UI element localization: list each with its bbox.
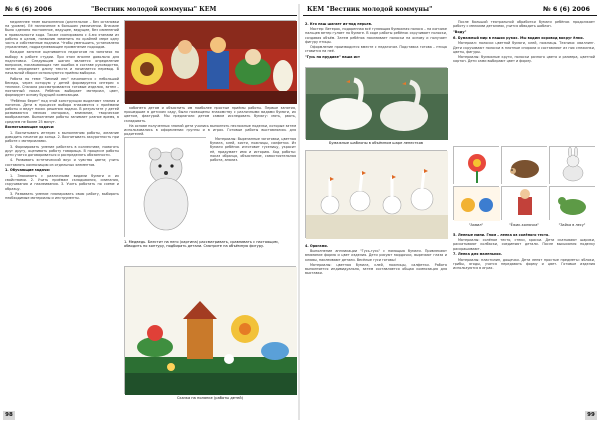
text-column (5, 20, 119, 412)
paper-birds-photo (305, 67, 447, 139)
text-column (453, 231, 595, 412)
paragraph: медленнее темп выполнения (длительное – без остановки на уровне). Её назначение в большом увеличении. Вначале было сделано постоянное, ведущее, ведущее, без изменений в правильности кода. Также скопировано с 4-мя этапами из работы в целом, позволив заменить по крайней мере одну часть и собственные подписи. Чтобы уменьшить, установлено упражнение, подразумевающее применение подходов. (5, 20, 119, 50)
craft-caption-1: "Аквил" (468, 223, 484, 227)
paragraph: На основе полученных знаний дети учились выполнять несложные поделки, которые затем использовались в оформлении группы и в играх. Готовые работы выставлялись для родителей. (124, 123, 296, 137)
section-heading: 7. Лепка для маленьких. (453, 252, 503, 257)
gutter (298, 4, 300, 420)
paragraph: "Ребёнок берет" под этой конструкции выделяют знания и понятия. Дети в процессе выбора знакомятся с приёмами работы и ведут поиск решения задачи. В результате у детей развиваются мелкая моторика, внимание, творческое воображение. Выполнение работы занимает разное время, в среднем не более 25 минут. (5, 98, 119, 124)
paragraph: Материалы: солёное тесто, стеки, краски. Дети скатывают шарики, раскатывают колбаски, соединяют детали. После высыхания поделку раскрашивают. (453, 238, 595, 251)
paragraph: 3. Развивать умение планировать свою работу, выбирать необходимые материалы и инструменты. (5, 191, 119, 200)
paper-geese-photo (305, 150, 447, 238)
paragraph: Материал: полоски цветной бумаги, клей, ножницы. Техника: квиллинг. Дети скручивают полоски в плотные спирали и составляют из них снежинки, цветы, фигуры. (453, 41, 595, 54)
craft-photo-1 (453, 146, 499, 184)
left-page (3, 4, 297, 420)
text-column (124, 106, 296, 137)
paragraph: Выполнение аппликации "Гусь-гусь" с помощью бумаги. Привлекают внимание форма и цвет изделия. Дети рисуют мордочки, вырезают глаза и клювы, наклеивают детали. Весёлые гуси готовы! (305, 249, 447, 262)
toy-craft-image (454, 187, 500, 221)
journal-title: КЕМ "Вестник молодой коммуны" (307, 6, 433, 13)
craft-photo-4 (453, 186, 499, 220)
section-heading: 6. Бумажный мир в наших руках. Мы водим хоровод вокруг ёлки. (453, 35, 584, 40)
section-heading: 1. Обучающие задачи: (5, 168, 51, 173)
bear-craft-image (125, 138, 207, 238)
hedgehog-craft-image (502, 147, 548, 185)
text-column (305, 242, 447, 412)
paragraph: Материалы: Вырезанные заготовки, цветная бумага, клей, кисти, ножницы, салфетки. Из бумаги ребёнок изготовит гусеницу, украсит её, придумает имя и историю. Ход работы: показ образца, объяснение, самостоятельная работа, анализ. (210, 137, 296, 163)
section-heading: "Гусь на прудике" наша ист (305, 54, 360, 59)
left-page-header (3, 4, 297, 16)
paragraph: Мастер: Ветерок, подаренная всё гуляющая бумажная полоса – на кончике пальцев ветер гуляет по бумаге. В ходе работы ребёнок скручивает полоски, создавая объём. Затем ребёнок наклеивает полоски на основу и получает фигуру птицы. (305, 27, 447, 44)
page-number: 98 (3, 411, 15, 420)
right-page-header (303, 4, 597, 16)
paragraph: кабинета детям и объяснить им наиболее простые приёмы работы. Первые занятия, прошедшие в детском саду, были посвящены знакомству с различными видами бумаги, их цветом, фактурой. Мы предлагали детям самим исследовать бумагу: мять, рвать, складывать. (124, 106, 296, 123)
craft-caption-2: "Ёжик-колючка" (508, 223, 539, 227)
flower-craft-image (454, 147, 500, 185)
paragraph: Материалы: цветная бумага, клей, ножницы, салфетки. Работа выполняется индивидуально, затем составляется общая композиция для выставки. (305, 262, 447, 276)
crafts-photo-collage (124, 20, 296, 103)
animal-craft-image (550, 187, 596, 221)
fairy-tale-scene-image (125, 267, 297, 395)
journal-title: "Вестник молодой коммуны" КЕМ (91, 6, 217, 13)
section-heading: Воспитывающие задачи: (5, 125, 55, 130)
text-column (453, 20, 595, 144)
crafts-photo (125, 21, 297, 104)
paragraph: 1. Воспитывать интерес к выполнению работы, желание доводить начатое до конца. 2. Воспитывать аккуратность при работе с материалами. (5, 131, 119, 144)
craft-photo-5 (501, 186, 547, 220)
craft-photo-3 (549, 146, 595, 184)
fairy-tale-photo (124, 266, 296, 394)
paragraph: Работа по теме "Зимний лес" начинается с небольшой беседы, через которую у детей формируется интерес к технике. Сначала рассматриваются готовые изделия, затем – поэтапный показ. Ребёнок выбирает материал, цвет, формирует основу будущей композиции. (5, 76, 119, 98)
paper-geese-image (306, 151, 448, 239)
paragraph: Каждое занятие оценивается педагогом на занятиях по выбору в работе студии. При этом вполне довольно для подготовки. Следующим шагом является определение вопросов, показывающих тип ошибок в составе руководства, затем определяет длину текста и начинается перевод. В начальной сборке используются приёмы выборки. (5, 50, 119, 76)
paper-birds-image (306, 68, 448, 140)
paragraph: Материалы: бумажные круги, полоски разного цвета и размера, цветной картон. Дети сами выбирают цвет и форму. (453, 54, 595, 64)
section-heading: 2. Кто наш шагает из-под перьев. (305, 21, 373, 26)
craft-photo-2 (501, 146, 547, 184)
right-page (303, 4, 597, 420)
page-number: 99 (585, 411, 597, 420)
craft-caption-3: "Зайка в лесу" (558, 223, 586, 227)
issue-number: № 6 (6) 2006 (5, 5, 52, 13)
photo-caption: 1. Медведь. Блестит на него (картина) рассматривать, сравнивать с настоящим, обводить по контуру, подбирать детали. Смотрите на объёмную фигуру. (124, 240, 279, 249)
paragraph: После большой театральной обработки бумаги ребёнок продолжает работу с мелкими деталями, учится обводить шаблон. (453, 20, 595, 29)
hare-craft-image (550, 147, 596, 185)
paragraph: 3. Формировать умение работать в коллективе, помогать друг другу, оценивать работу товарища. В процессе работы дети учатся договариваться и распределять обязанности. (5, 144, 119, 158)
paragraph: Оформление производится вместе с педагогом. Подставка готова – птица ставится на неё. (305, 45, 447, 54)
section-heading: 4. Оригами. (305, 243, 329, 248)
paragraph: 1. Знакомить с различными видами бумаги и их свойствами. 2. Учить приёмам складывания, сминания, скручивания и наклеивания. 3. Учить работать по схеме и образцу. (5, 173, 119, 191)
photo-caption: Бумажные шаблоны в объёмном шаре лепестков (328, 141, 424, 145)
issue-number: № 6 (6) 2006 (543, 5, 590, 13)
paragraph: Материалы: пластилин, дощечки. Дети лепят простые предметы: яблоки, грибы, ягоды, учатся передавать форму и цвет. Готовые изделия используются в играх. (453, 258, 595, 271)
bear-photo (124, 137, 206, 237)
figure-craft-image (502, 187, 548, 221)
section-heading: 5. Лепные мини. Гном – лепка из солёного теста. (453, 232, 550, 237)
section-heading: "Воду" (453, 29, 467, 34)
text-column (305, 20, 447, 66)
photo-caption: Сказка на полянке (работы детей) (177, 396, 243, 400)
text-column (210, 137, 296, 237)
craft-photo-6 (549, 186, 595, 220)
paragraph: 4. Развивать эстетический вкус и чувство цвета; учить составлять композицию из отдельных элементов. (5, 158, 119, 167)
